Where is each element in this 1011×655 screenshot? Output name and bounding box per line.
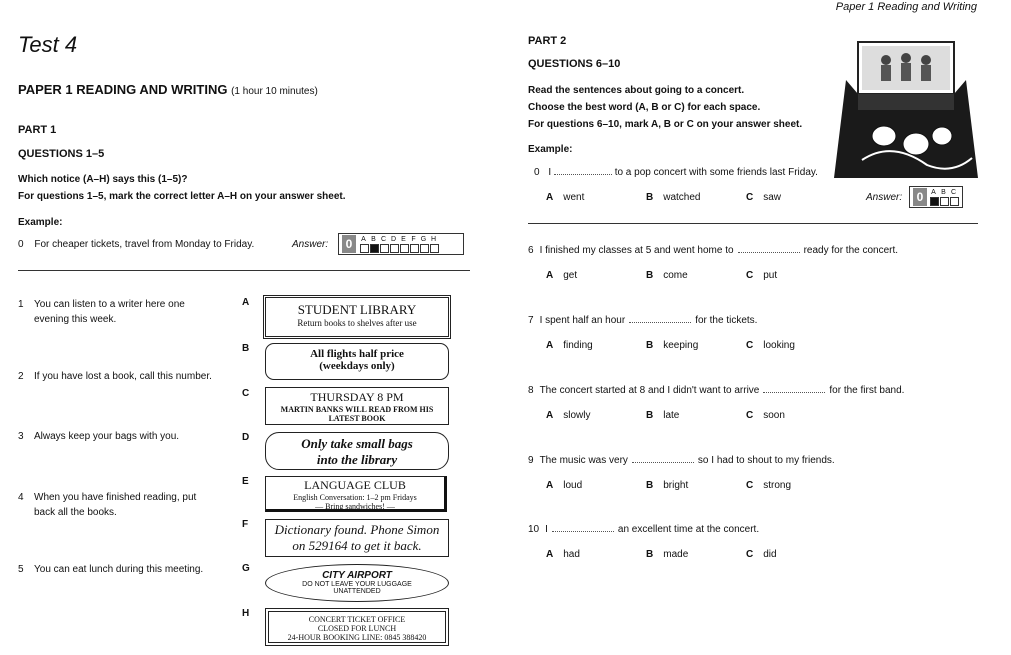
option-text: put	[763, 270, 778, 281]
answer-letter: F	[411, 235, 416, 243]
option-letter: B	[646, 340, 654, 351]
answer-letter: D	[390, 235, 397, 243]
question-5	[18, 564, 204, 575]
concert-illustration	[832, 40, 980, 178]
example-answer-grid	[360, 244, 439, 253]
paper-duration: (1 hour 10 minutes)	[231, 86, 318, 97]
option-text: bright	[663, 480, 689, 491]
answer-box[interactable]	[400, 244, 409, 253]
option-letter: C	[746, 192, 754, 203]
test-title: Test 4	[18, 32, 78, 57]
notice-d	[265, 432, 449, 470]
question-text: back all the books.	[34, 507, 117, 518]
answer-blank	[763, 392, 825, 393]
notice-letter-g: G	[242, 563, 250, 574]
option-text: slowly	[563, 410, 591, 421]
option-text: late	[663, 410, 680, 421]
option-b[interactable]	[646, 340, 698, 351]
part-2-heading: PART 2	[528, 35, 567, 47]
example-sentence	[534, 167, 818, 178]
answer-letter: B	[941, 188, 946, 196]
option-text: strong	[763, 480, 792, 491]
answer-box[interactable]	[950, 197, 959, 206]
option-text: come	[663, 270, 688, 281]
answer-letter: E	[401, 235, 406, 243]
notice-e	[265, 476, 447, 512]
notice-f	[265, 519, 449, 557]
example-answer-box	[338, 233, 464, 255]
notice-text: on 529164 to get it back.	[292, 538, 422, 553]
option-letter: C	[746, 340, 754, 351]
option-letter: C	[746, 270, 754, 281]
question-3	[18, 431, 180, 442]
notice-letter-d: D	[242, 432, 250, 443]
option-a[interactable]	[546, 340, 593, 351]
notice-title: STUDENT LIBRARY	[297, 302, 417, 317]
answer-blank	[552, 531, 614, 532]
question-4	[18, 490, 197, 518]
option-text: had	[563, 549, 580, 560]
question-text: When you have finished reading, put	[34, 492, 197, 503]
notice-letter-c: C	[242, 388, 250, 399]
questions-1-5-heading: QUESTIONS 1–5	[18, 148, 105, 160]
notice-text: Return books to shelves after use	[297, 318, 417, 328]
question-text: If you have lost a book, call this number.	[34, 371, 212, 382]
question-number: 3	[18, 431, 24, 442]
notice-text: (weekdays only)	[319, 360, 395, 372]
option-b: watched	[663, 192, 701, 203]
divider	[528, 223, 978, 224]
option-letter: A	[546, 549, 554, 560]
notice-text: DO NOT LEAVE YOUR LUGGAGE	[302, 581, 412, 588]
notice-b	[265, 343, 449, 380]
option-text: looking	[763, 340, 795, 351]
question-9	[528, 455, 835, 466]
example-number: 0	[534, 167, 540, 178]
answer-blank	[629, 322, 691, 323]
option-letter: A	[546, 340, 554, 351]
question-number: 8	[528, 385, 534, 396]
option-a: went	[563, 192, 585, 203]
question-1	[18, 297, 185, 325]
answer-letter: B	[371, 235, 376, 243]
answer-box[interactable]	[390, 244, 399, 253]
part-1-heading: PART 1	[18, 124, 57, 136]
option-c[interactable]	[746, 410, 785, 421]
example-number: 0	[18, 239, 24, 250]
question-text: Always keep your bags with you.	[34, 431, 180, 442]
option-text: keeping	[663, 340, 699, 351]
example-pre: I	[548, 167, 552, 178]
question-post: an excellent time at the concert.	[617, 524, 760, 535]
question-pre: I spent half an hour	[539, 315, 626, 326]
option-text: loud	[563, 480, 583, 491]
answer-letter: C	[380, 235, 387, 243]
answer-letter: G	[420, 235, 427, 243]
example-answer-letters	[360, 236, 439, 243]
option-text: made	[663, 549, 689, 560]
option-letter: A	[546, 270, 554, 281]
example-answer-letters	[930, 189, 959, 196]
question-pre: I finished my classes at 5 and went home to	[539, 245, 734, 256]
option-b[interactable]	[646, 549, 688, 560]
notice-title: All flights half price	[310, 348, 404, 360]
option-letter: B	[646, 410, 654, 421]
notice-text: into the library	[316, 452, 398, 467]
notice-title: THURSDAY 8 PM	[310, 390, 404, 404]
instruction-1: Which notice (A–H) says this (1–5)?	[18, 174, 188, 185]
example-zero-marker: 0	[342, 235, 356, 253]
option-letter: A	[546, 410, 554, 421]
option-letter: A	[546, 480, 554, 491]
notice-title: Only take small bags	[301, 436, 413, 451]
example-answer-label: Answer:	[866, 192, 903, 203]
notice-title: Dictionary found. Phone Simon	[274, 522, 440, 537]
question-text: evening this week.	[34, 314, 117, 325]
example-text: For cheaper tickets, travel from Monday to Friday.	[34, 239, 255, 250]
example-post: to a pop concert with some friends last Friday.	[614, 167, 818, 178]
instruction-1: Read the sentences about going to a concert.	[528, 85, 745, 96]
answer-letter: A	[931, 188, 936, 196]
question-number: 7	[528, 315, 534, 326]
question-number: 9	[528, 455, 534, 466]
option-letter: C	[746, 480, 754, 491]
example-label: Example:	[528, 144, 573, 155]
answer-letter: C	[950, 188, 957, 196]
instruction-2: For questions 1–5, mark the correct letter A–H on your answer sheet.	[18, 191, 346, 202]
option-letter: C	[746, 410, 754, 421]
answer-box[interactable]	[430, 244, 439, 253]
option-letter: C	[746, 549, 754, 560]
example-answer-grid	[930, 197, 959, 206]
answer-blank	[554, 174, 612, 175]
example-row	[18, 239, 254, 250]
option-letter: B	[646, 549, 654, 560]
option-text: did	[763, 549, 777, 560]
option-letter: B	[646, 480, 654, 491]
answer-box[interactable]	[930, 197, 939, 206]
notice-letter-a: A	[242, 297, 250, 308]
question-number: 1	[18, 299, 24, 310]
option-c[interactable]	[746, 270, 777, 281]
notice-title: CONCERT TICKET OFFICE	[308, 615, 406, 624]
question-number: 5	[18, 564, 24, 575]
instruction-3: For questions 6–10, mark A, B or C on your answer sheet.	[528, 119, 803, 130]
option-c: saw	[763, 192, 782, 203]
answer-box[interactable]	[420, 244, 429, 253]
option-text: get	[563, 270, 578, 281]
notice-text: English Conversation: 1–2 pm Fridays	[293, 493, 417, 502]
answer-letter: H	[430, 235, 437, 243]
answer-box[interactable]	[360, 244, 369, 253]
option-text: finding	[563, 340, 593, 351]
paper-title: PAPER 1 READING AND WRITING	[18, 82, 228, 97]
question-7	[528, 315, 757, 326]
example-zero-marker: 0	[913, 188, 927, 206]
notice-letter-e: E	[242, 476, 249, 487]
question-post: for the tickets.	[695, 315, 758, 326]
option-c[interactable]	[746, 480, 791, 491]
question-number: 6	[528, 245, 534, 256]
option-b[interactable]	[646, 270, 688, 281]
notice-text: — Bring sandwiches! —	[315, 502, 395, 511]
option-a[interactable]	[546, 270, 577, 281]
option-letter: A	[546, 192, 554, 203]
notice-title: CITY AIRPORT	[322, 570, 392, 581]
option-a[interactable]	[546, 549, 580, 560]
option-c[interactable]	[746, 340, 795, 351]
option-a[interactable]	[546, 480, 582, 491]
option-b[interactable]	[646, 410, 679, 421]
notice-letter-f: F	[242, 519, 249, 530]
option-letter: B	[646, 270, 654, 281]
notice-title: LANGUAGE CLUB	[304, 478, 406, 492]
running-head: Paper 1 Reading and Writing	[835, 1, 977, 13]
question-pre: The concert started at 8 and I didn't want to arrive	[539, 385, 760, 396]
notice-h	[265, 608, 449, 646]
option-c[interactable]	[746, 549, 777, 560]
example-label: Example:	[18, 217, 63, 228]
question-post: for the first band.	[829, 385, 905, 396]
notice-text: LATEST BOOK	[328, 414, 386, 423]
answer-box[interactable]	[370, 244, 379, 253]
notice-g	[265, 564, 449, 602]
divider	[18, 270, 470, 271]
questions-6-10-heading: QUESTIONS 6–10	[528, 58, 621, 70]
notice-text: 24-HOUR BOOKING LINE: 0845 388420	[287, 633, 427, 642]
answer-box[interactable]	[940, 197, 949, 206]
notice-letter-b: B	[242, 343, 250, 354]
notice-a	[265, 297, 449, 337]
notice-text: UNATTENDED	[333, 588, 381, 595]
option-a[interactable]	[546, 410, 590, 421]
question-pre: I	[545, 524, 548, 535]
question-8	[528, 385, 904, 396]
question-text: You can eat lunch during this meeting.	[34, 564, 204, 575]
answer-blank	[632, 462, 694, 463]
paper-heading	[18, 82, 318, 97]
question-post: so I had to shout to my friends.	[697, 455, 835, 466]
option-text: soon	[763, 410, 785, 421]
question-number: 4	[18, 492, 24, 503]
question-10	[528, 524, 759, 535]
question-number: 2	[18, 371, 24, 382]
instruction-2: Choose the best word (A, B or C) for each space.	[528, 102, 761, 113]
example-answer-box	[909, 186, 963, 208]
answer-blank	[738, 252, 800, 253]
answer-box[interactable]	[380, 244, 389, 253]
question-number: 10	[528, 524, 540, 535]
option-b[interactable]	[646, 480, 688, 491]
notice-text: MARTIN BANKS WILL READ FROM HIS	[280, 405, 434, 414]
question-2	[18, 371, 212, 382]
notice-c	[265, 387, 449, 425]
example-answer-label: Answer:	[292, 239, 329, 250]
option-letter: B	[646, 192, 654, 203]
answer-box[interactable]	[410, 244, 419, 253]
notice-letter-h: H	[242, 608, 250, 619]
question-6	[528, 245, 898, 256]
question-post: ready for the concert.	[803, 245, 899, 256]
question-pre: The music was very	[539, 455, 628, 466]
notice-text: CLOSED FOR LUNCH	[317, 624, 397, 633]
question-text: You can listen to a writer here one	[34, 299, 185, 310]
answer-letter: A	[361, 235, 366, 243]
